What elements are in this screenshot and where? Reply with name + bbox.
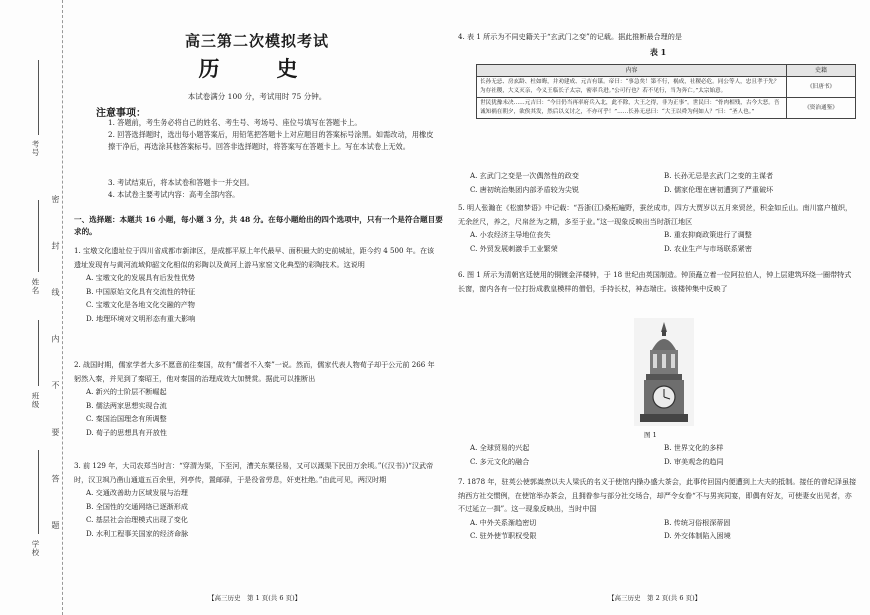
option-d[interactable]: D. 审美观念的趋同 (664, 456, 724, 466)
question-1 (74, 244, 440, 325)
question-6-options (458, 441, 858, 468)
section-heading: 一、选择题：本题共 16 小题，每小题 3 分，共 48 分。在每小题给出的四个选项中，只有一个是符合题目要求的。 (74, 215, 443, 236)
option-a[interactable]: A. 新兴的士阶层不断崛起 (86, 387, 167, 396)
binding-strip (0, 0, 63, 615)
page-1 (68, 0, 446, 615)
label-xuexiao: 学校 (31, 540, 40, 557)
option-a[interactable]: A. 玄武门之变是一次偶然性的政变 (470, 171, 579, 180)
exam-info: 本试卷满分 100 分，考试用时 75 分钟。 (187, 92, 327, 101)
table-cell: 世民犹豫未决……元吉曰：“今日仍当再率府兵入北，此不除，大王之得，非为正事”。世民曰：“骨肉相残，古今大恶。吾诚知祸在朝夕，欲俟其发，然后以义讨之，不亦可乎！”……长孙无忌曰：“大王以舜为何如人？”曰：“圣人也。” (477, 98, 787, 119)
table-header-row (477, 65, 856, 77)
option-c[interactable]: C. 外贸发展刺激手工业繁荣 (470, 243, 558, 253)
option-c[interactable]: C. 驻外使节职权受限 (470, 531, 537, 540)
label-kaohao: 考号 (31, 140, 40, 157)
history-table (476, 64, 856, 119)
option-c[interactable]: C. 多元文化的融合 (470, 456, 530, 466)
page-2 (458, 0, 858, 615)
question-stem: 2. 战国时期，儒家学者大多不愿意前往秦国，故有“儒者不入秦”一说。然而，儒家代表人物荀子却于公元前 266 年躬然入秦，并见到了秦昭王，他对秦国的治理成效大加赞赏。据此可以推断出 (74, 360, 435, 383)
option-c[interactable]: C. 唐初统治集团内部矛盾较为尖锐 (470, 184, 579, 194)
option-a[interactable]: A. 小农经济主导地位丧失 (470, 230, 551, 239)
question-5 (458, 201, 858, 255)
table-cell: 《旧唐书》 (787, 77, 856, 98)
exam-title: 高三第二次模拟考试 (184, 32, 329, 50)
option-b[interactable]: B. 全国性的交通网络已逐渐形成 (86, 501, 188, 511)
question-stem: 7. 1878 年，驻英公使郭嵩焘以夫人梁氏的名义于使馆内操办盛大茶会，此事传回国内便遭到上大夫的抵制。接任的曾纪泽虽接纳西方社交惯例，在使馆举办茶会，且拥眷参与部分社交场合，却严令女眷“不与男宾同宴，即偶有好友，可使妻女出见者，亦不过延立一揖”。这一现象反映出，当时中国 (458, 477, 857, 513)
option-d[interactable]: D. 荀子的思想具有开放性 (86, 427, 167, 437)
table-row (477, 98, 856, 119)
figure-caption: 图 1 (644, 431, 657, 439)
question-stem: 3. 前 129 年，大司农郑当时言：“穿渭为渠，下至河，漕关东粟径易，又可以溉渠下民田万余顷。”(《汉书》)“汉武帝时，汉卫飒乃凿山通道五百余里，列亭传，置邮驿，于是役省劳息，奸吏杜绝。”由此可见，两汉时期 (74, 461, 434, 484)
option-c[interactable]: C. 基层社会治理模式出现了变化 (86, 515, 188, 524)
option-d[interactable]: D. 农业生产与市场联系紧密 (664, 243, 752, 253)
xingming-line (38, 200, 39, 272)
question-3 (74, 459, 440, 540)
question-6-stem: 6. 图 1 所示为清朝宫廷使用的铜镀金洋楼钟，于 18 世纪由英国制造。钟顶矗立着一位阿拉伯人，钟上层建筑环绕一圈带特式长窗，窗内各有一位打扮成教皇模样的僧侣，手持长杖，神态端庄。该楼钟集中反映了 (458, 270, 852, 293)
option-b[interactable]: B. 重农抑商政策进行了调整 (664, 230, 752, 239)
option-d[interactable]: D. 水利工程事关国家的经济命脉 (86, 528, 189, 538)
option-b[interactable]: B. 世界文化的多样 (664, 443, 724, 452)
question-7 (458, 475, 858, 543)
option-d[interactable]: D. 地理环境对文明形态有重大影响 (86, 313, 196, 323)
option-c[interactable]: C. 秦国治国理念有所调整 (86, 414, 167, 423)
clock-figure (634, 318, 694, 426)
option-d[interactable]: D. 外交体制陷入困境 (664, 531, 731, 540)
note-item: 1. 答题前，考生务必将自己的姓名、考生号、考场号、座位号填写在答题卡上。 (108, 118, 362, 127)
label-banji: 班级 (31, 392, 40, 409)
option-a[interactable]: A. 交通改善助力区域发展与治理 (86, 488, 188, 497)
table-row (477, 77, 856, 98)
table-caption: 表 1 (649, 47, 667, 57)
seal-line-text: 密 封 线 内 不 要 答 题 (51, 195, 60, 547)
subject-title: 历 史 (198, 56, 316, 81)
notes-heading: 注意事项： (96, 108, 146, 119)
question-stem: 5. 明人张瀚在《松窗梦语》中记载：“吾浙(江)桑柘遍野，蚕丝成市，四方大贾岁以五月来贸丝，积金如丘山。南川富户植织，无余丝尺，养之，尺帛丝为之精，多至于业。”这一现象反映出当时浙江地区 (458, 203, 853, 226)
option-a[interactable]: A. 宝墩文化的发展具有后发性优势 (86, 273, 195, 282)
option-d[interactable]: D. 儒家伦理在唐初遭到了严重破坏 (664, 184, 774, 194)
table-cell: 《资治通鉴》 (787, 98, 856, 119)
option-b[interactable]: B. 中国原始文化具有交流性的特征 (86, 286, 196, 296)
question-stem: 1. 宝墩文化遗址位于四川省成都市新津区，是成都平原上年代最早、面积最大的史前城址，距今约 4 500 年。在该遗址发现有与黄河流域仰韶文化相似的彩陶以及黄河上游马家窑文化典型的彩陶技术。这说明 (74, 246, 435, 269)
label-xingming: 姓名 (31, 278, 40, 295)
option-a[interactable]: A. 全球贸易的兴起 (470, 443, 530, 452)
table-header: 史籍 (787, 65, 856, 77)
note-item: 4. 本试卷主要考试内容：高考全部内容。 (108, 190, 240, 199)
kaohao-line (38, 60, 39, 135)
option-b[interactable]: B. 长孙无忌是玄武门之变的主谋者 (664, 171, 774, 180)
note-item: 2. 回答选择题时，选出每小题答案后，用铅笔把答题卡上对应题目的答案标号涂黑。如需改动，用橡皮擦干净后，再选涂其他答案标号。回答非选择题时，将答案写在答题卡上。写在本试卷上无效。 (108, 130, 434, 151)
banji-line (38, 320, 39, 386)
option-c[interactable]: C. 宝墩文化是各地文化交融的产物 (86, 300, 195, 309)
page-footer: 【高三历史 第 2 页(共 6 页)】 (608, 594, 702, 602)
note-item: 3. 考试结束后，将本试卷和答题卡一并交回。 (108, 178, 254, 187)
option-b[interactable]: B. 传统习俗根深蒂固 (664, 517, 731, 527)
table-header: 内容 (477, 65, 787, 77)
page-footer: 【高三历史 第 1 页(共 6 页)】 (208, 594, 302, 602)
question-4-stem: 4. 表 1 所示为不同史籍关于“玄武门之变”的记载。据此推断最合理的是 (458, 32, 682, 41)
question-2 (74, 358, 440, 439)
option-b[interactable]: B. 儒法两家思想实现合流 (86, 400, 167, 410)
question-4-options (458, 169, 858, 196)
option-a[interactable]: A. 中外关系渐趋密切 (470, 517, 537, 527)
xuexiao-line (38, 450, 39, 534)
table-cell: 长孙无忌、房玄龄、杜如晦，并劝建成、元吉有谋。帝曰：“事急矣！第不行，祸成，社稷必危。同公等人，忠且孝于先？为存社稷，大义灭亲，今义王临长子太宗，密率兵进。”公可行也？若不见行，当为奔亡。”太宗始意。 (477, 77, 787, 98)
